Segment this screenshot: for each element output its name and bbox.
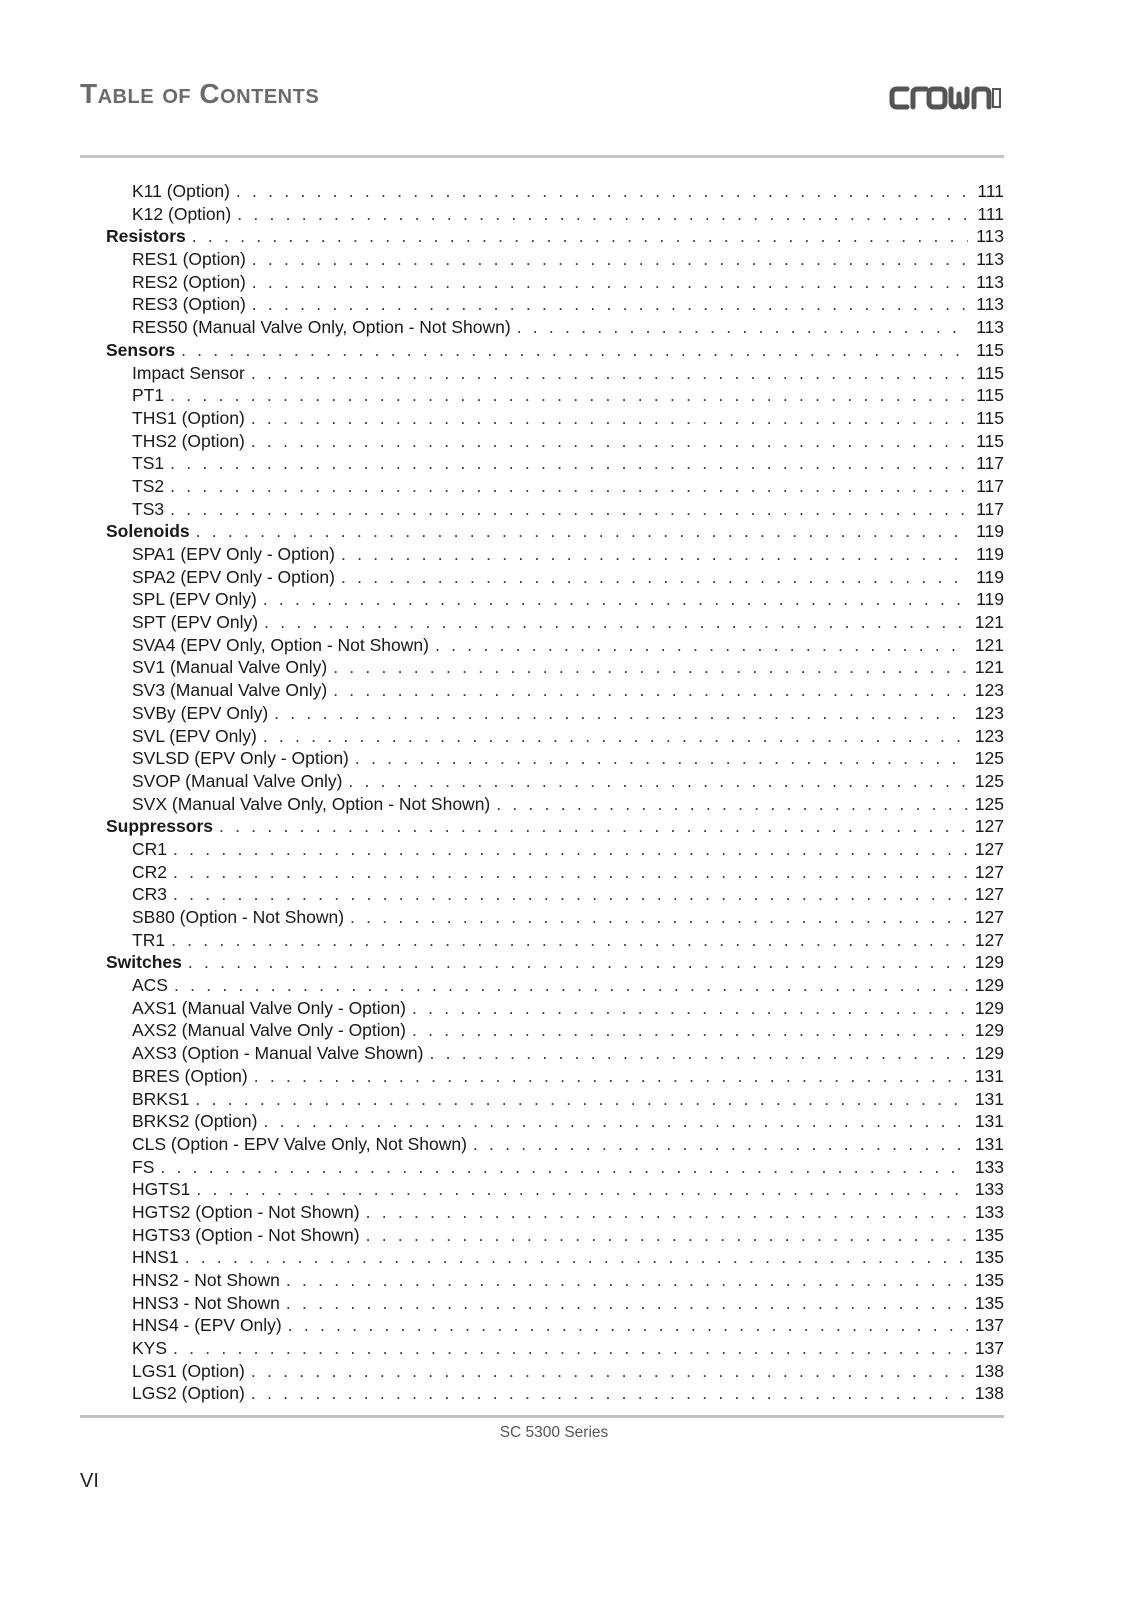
toc-entry-page: 111	[977, 203, 1004, 224]
toc-dot-leader	[252, 293, 968, 316]
page-title: Table of Contents	[80, 78, 320, 109]
toc-dot-leader	[274, 702, 968, 725]
toc-entry[interactable]	[80, 1065, 1004, 1088]
toc-entry-page: 113	[976, 226, 1004, 247]
toc-dot-leader	[251, 1360, 968, 1383]
toc-entry-page: 123	[974, 680, 1004, 701]
toc-entry-label: SPL (EPV Only)	[132, 589, 257, 610]
toc-dot-leader	[170, 452, 968, 475]
toc-entry[interactable]	[80, 725, 1004, 748]
toc-dot-leader	[173, 883, 968, 906]
toc-entry-label: LGS1 (Option)	[132, 1360, 245, 1381]
toc-entry-label: BRKS1	[132, 1088, 190, 1109]
toc-dot-leader	[333, 679, 968, 702]
toc-entry-page: 127	[974, 884, 1004, 905]
toc-section-entry[interactable]	[80, 951, 1004, 974]
toc-entry[interactable]	[80, 1314, 1004, 1337]
table-of-contents	[80, 180, 1004, 1405]
toc-entry-page: 135	[974, 1292, 1004, 1313]
toc-entry-page: 113	[976, 271, 1004, 292]
toc-dot-leader	[236, 180, 968, 203]
toc-entry-label: RES1 (Option)	[132, 249, 246, 270]
toc-entry-page: 129	[974, 997, 1004, 1018]
toc-entry-page: 135	[974, 1270, 1004, 1290]
footer-series: SC 5300 Series	[499, 1424, 609, 1441]
toc-entry-label: SPA1 (EPV Only - Option)	[132, 544, 335, 564]
toc-entry-page: 138	[974, 1383, 1004, 1404]
toc-entry-page: 113	[976, 294, 1004, 315]
toc-dot-leader	[185, 1246, 968, 1269]
toc-dot-leader	[251, 362, 968, 385]
toc-entry-page: 121	[974, 657, 1004, 678]
toc-entry-label: AXS1 (Manual Valve Only - Option)	[132, 997, 406, 1018]
toc-entry[interactable]	[80, 452, 1004, 475]
toc-entry-label: HNS4 - (EPV Only)	[132, 1315, 282, 1336]
toc-entry[interactable]	[80, 1178, 1004, 1201]
toc-entry-label: SB80 (Option - Not Shown)	[132, 907, 345, 927]
toc-entry-page: 119	[976, 521, 1004, 542]
toc-dot-leader	[251, 407, 968, 430]
toc-entry-label: CR1	[132, 838, 168, 859]
toc-entry[interactable]	[80, 1246, 1004, 1269]
toc-dot-leader	[286, 1292, 968, 1315]
toc-entry[interactable]	[80, 316, 1004, 339]
toc-dot-leader	[196, 520, 968, 543]
toc-dot-leader	[195, 1088, 968, 1111]
toc-entry[interactable]	[80, 929, 1004, 952]
toc-dot-leader	[412, 1019, 968, 1042]
toc-dot-leader	[173, 838, 968, 861]
toc-entry-page: 113	[976, 249, 1004, 270]
toc-entry-page: 115	[976, 362, 1004, 383]
toc-entry-label: HGTS3 (Option - Not Shown)	[132, 1224, 360, 1245]
toc-entry-page: 115	[976, 407, 1004, 428]
toc-entry[interactable]	[80, 861, 1004, 884]
toc-dot-leader	[333, 656, 968, 679]
toc-entry[interactable]	[80, 1360, 1004, 1383]
toc-dot-leader	[170, 384, 968, 407]
toc-entry-page: 111	[977, 181, 1004, 201]
toc-entry-label: THS2 (Option)	[132, 430, 245, 451]
toc-entry-page: 117	[976, 498, 1004, 519]
toc-dot-leader	[355, 747, 968, 770]
toc-dot-leader	[252, 248, 968, 271]
toc-entry-page: 131	[974, 1133, 1004, 1154]
toc-entry-page: 129	[974, 1020, 1004, 1041]
toc-entry-page: 129	[974, 1043, 1004, 1064]
toc-entry[interactable]	[80, 248, 1004, 271]
toc-dot-leader	[517, 316, 968, 339]
toc-entry-page: 121	[974, 634, 1004, 655]
toc-entry-label: Suppressors	[106, 816, 213, 837]
toc-dot-leader	[412, 997, 968, 1020]
toc-entry[interactable]	[80, 974, 1004, 997]
toc-entry-page: 127	[974, 907, 1004, 927]
toc-entry-label: Resistors	[106, 226, 186, 247]
toc-entry-page: 131	[974, 1111, 1004, 1132]
toc-dot-leader	[263, 725, 968, 748]
toc-entry-page: 117	[976, 475, 1004, 496]
toc-entry-page: 133	[974, 1201, 1004, 1222]
toc-entry-label: AXS2 (Manual Valve Only - Option)	[132, 1020, 406, 1041]
toc-entry-label: CLS (Option - EPV Valve Only, Not Shown)	[132, 1133, 467, 1154]
toc-dot-leader	[429, 1042, 968, 1065]
toc-entry-label: FS	[132, 1156, 155, 1177]
toc-entry-page: 131	[974, 1065, 1004, 1086]
toc-entry-label: TS1	[132, 453, 165, 474]
toc-entry[interactable]	[80, 588, 1004, 611]
toc-dot-leader	[237, 203, 968, 226]
toc-entry[interactable]	[80, 679, 1004, 702]
toc-dot-leader	[350, 906, 968, 929]
toc-entry-label: TS3	[132, 498, 165, 519]
toc-entry[interactable]	[80, 702, 1004, 725]
toc-section-entry[interactable]	[80, 225, 1004, 248]
toc-entry-page: 119	[976, 566, 1004, 587]
toc-dot-leader	[251, 1382, 968, 1405]
toc-entry[interactable]	[80, 883, 1004, 906]
toc-entry-page: 113	[976, 317, 1004, 338]
toc-entry-label: SVLSD (EPV Only - Option)	[132, 748, 349, 769]
toc-dot-leader	[254, 1065, 968, 1088]
toc-dot-leader	[288, 1314, 968, 1337]
toc-entry-page: 131	[974, 1088, 1004, 1109]
toc-dot-leader	[366, 1224, 968, 1247]
toc-entry[interactable]	[80, 1156, 1004, 1179]
toc-entry-label: K12 (Option)	[132, 203, 232, 224]
toc-entry[interactable]	[80, 1337, 1004, 1360]
toc-entry-page: 115	[976, 385, 1004, 406]
toc-entry[interactable]	[80, 656, 1004, 679]
toc-entry-label: BRKS2 (Option)	[132, 1111, 258, 1132]
toc-entry-page: 127	[974, 838, 1004, 859]
toc-entry-label: HNS3 - Not Shown	[132, 1292, 280, 1313]
toc-entry[interactable]	[80, 180, 1004, 203]
toc-entry-page: 125	[974, 748, 1004, 769]
toc-entry[interactable]	[80, 770, 1004, 793]
toc-entry[interactable]	[80, 362, 1004, 385]
toc-dot-leader	[435, 634, 968, 657]
toc-dot-leader	[252, 271, 968, 294]
toc-entry[interactable]	[80, 1224, 1004, 1247]
toc-entry-label: LGS2 (Option)	[132, 1383, 245, 1404]
toc-entry-label: SV1 (Manual Valve Only)	[132, 657, 328, 678]
toc-entry[interactable]	[80, 203, 1004, 226]
toc-entry[interactable]	[80, 498, 1004, 521]
toc-entry[interactable]	[80, 293, 1004, 316]
toc-entry[interactable]	[80, 906, 1004, 929]
toc-entry-page: 127	[974, 816, 1004, 837]
toc-entry-label: PT1	[132, 385, 165, 406]
toc-entry-label: BRES (Option)	[132, 1065, 248, 1086]
toc-entry-page: 135	[974, 1247, 1004, 1268]
toc-dot-leader	[219, 815, 968, 838]
toc-entry[interactable]	[80, 430, 1004, 453]
toc-entry[interactable]	[80, 543, 1004, 566]
toc-dot-leader	[263, 1110, 968, 1133]
toc-entry[interactable]	[80, 1201, 1004, 1224]
toc-entry-label: RES2 (Option)	[132, 271, 246, 292]
toc-entry-label: THS1 (Option)	[132, 407, 245, 428]
toc-entry-label: RES3 (Option)	[132, 294, 246, 315]
toc-dot-leader	[496, 793, 968, 816]
toc-entry[interactable]	[80, 1019, 1004, 1042]
toc-entry-page: 137	[974, 1315, 1004, 1336]
toc-entry-page: 129	[974, 952, 1004, 973]
toc-dot-leader	[196, 1178, 968, 1201]
toc-entry-page: 127	[974, 929, 1004, 950]
page-number: VI	[80, 1470, 99, 1492]
toc-entry[interactable]	[80, 1088, 1004, 1111]
toc-dot-leader	[181, 339, 968, 362]
footer-divider	[80, 1415, 1004, 1418]
toc-entry[interactable]	[80, 1292, 1004, 1315]
header-divider	[80, 155, 1004, 158]
toc-entry-label: SVOP (Manual Valve Only)	[132, 770, 343, 791]
toc-entry-page: 123	[974, 725, 1004, 746]
toc-entry-label: TS2	[132, 475, 165, 496]
toc-entry-page: 133	[974, 1179, 1004, 1200]
toc-dot-leader	[263, 588, 968, 611]
toc-entry-label: Solenoids	[106, 521, 190, 542]
toc-entry-label: HNS1	[132, 1247, 179, 1268]
toc-entry[interactable]	[80, 747, 1004, 770]
toc-entry-label: HNS2 - Not Shown	[132, 1270, 280, 1290]
toc-entry-label: SVBy (EPV Only)	[132, 702, 269, 723]
toc-entry[interactable]	[80, 384, 1004, 407]
toc-entry-page: 123	[974, 702, 1004, 723]
toc-entry[interactable]	[80, 634, 1004, 657]
toc-entry-page: 119	[976, 544, 1004, 564]
toc-entry[interactable]	[80, 475, 1004, 498]
toc-entry-label: TR1	[132, 929, 166, 950]
toc-entry-page: 133	[974, 1156, 1004, 1177]
toc-section-entry[interactable]	[80, 520, 1004, 543]
toc-entry-label: CR2	[132, 861, 168, 882]
toc-entry[interactable]	[80, 566, 1004, 589]
toc-entry[interactable]	[80, 997, 1004, 1020]
toc-entry-label: SVX (Manual Valve Only, Option - Not Shown)	[132, 793, 491, 814]
toc-entry-label: AXS3 (Option - Manual Valve Shown)	[132, 1043, 424, 1064]
toc-entry[interactable]	[80, 1042, 1004, 1065]
toc-dot-leader	[348, 770, 968, 793]
toc-entry[interactable]	[80, 407, 1004, 430]
toc-entry[interactable]	[80, 838, 1004, 861]
toc-entry-page: 115	[976, 430, 1004, 451]
toc-entry-label: KYS	[132, 1338, 168, 1359]
toc-entry-page: 119	[976, 589, 1004, 610]
toc-entry-page: 117	[976, 453, 1004, 474]
toc-dot-leader	[188, 951, 968, 974]
toc-entry-label: SPT (EPV Only)	[132, 612, 259, 633]
toc-entry-label: RES50 (Manual Valve Only, Option - Not Shown)	[132, 317, 511, 338]
toc-entry-page: 138	[974, 1360, 1004, 1381]
toc-entry-page: 125	[974, 793, 1004, 814]
toc-entry-page: 137	[974, 1338, 1004, 1359]
toc-entry[interactable]	[80, 611, 1004, 634]
toc-entry-label: Sensors	[106, 339, 176, 360]
toc-dot-leader	[171, 929, 968, 952]
toc-section-entry[interactable]	[80, 339, 1004, 362]
toc-entry-page: 127	[974, 861, 1004, 882]
toc-entry[interactable]	[80, 1133, 1004, 1156]
toc-entry-label: SPA2 (EPV Only - Option)	[132, 566, 335, 587]
toc-entry-page: 121	[974, 612, 1004, 633]
toc-entry[interactable]	[80, 271, 1004, 294]
toc-dot-leader	[473, 1133, 968, 1156]
toc-dot-leader	[341, 543, 968, 566]
toc-entry-label: SVL (EPV Only)	[132, 725, 257, 746]
toc-section-entry[interactable]	[80, 815, 1004, 838]
toc-entry-label: Switches	[106, 952, 182, 973]
toc-entry[interactable]	[80, 1110, 1004, 1133]
toc-entry-page: 125	[974, 770, 1004, 791]
toc-entry[interactable]	[80, 1269, 1004, 1292]
crown-logo	[888, 84, 1004, 112]
toc-entry-page: 135	[974, 1224, 1004, 1245]
toc-dot-leader	[170, 475, 968, 498]
toc-dot-leader	[174, 974, 968, 997]
toc-dot-leader	[286, 1269, 968, 1292]
toc-dot-leader	[366, 1201, 968, 1224]
toc-entry-label: HGTS1	[132, 1179, 191, 1200]
toc-entry-label: ACS	[132, 975, 168, 996]
toc-entry[interactable]	[80, 793, 1004, 816]
toc-dot-leader	[251, 430, 968, 453]
toc-entry[interactable]	[80, 1382, 1004, 1405]
toc-dot-leader	[192, 225, 968, 248]
toc-entry-page: 129	[974, 975, 1004, 996]
toc-entry-label: K11 (Option)	[132, 181, 230, 201]
toc-dot-leader	[341, 566, 968, 589]
toc-entry-page: 115	[976, 339, 1004, 360]
toc-entry-label: CR3	[132, 884, 168, 905]
toc-dot-leader	[173, 861, 968, 884]
toc-entry-label: SV3 (Manual Valve Only)	[132, 680, 328, 701]
toc-entry-label: SVA4 (EPV Only, Option - Not Shown)	[132, 634, 429, 655]
toc-entry-label: HGTS2 (Option - Not Shown)	[132, 1201, 360, 1222]
toc-entry-label: Impact Sensor	[132, 362, 245, 383]
toc-dot-leader	[160, 1156, 968, 1179]
toc-dot-leader	[264, 611, 968, 634]
toc-dot-leader	[170, 498, 968, 521]
toc-dot-leader	[173, 1337, 968, 1360]
